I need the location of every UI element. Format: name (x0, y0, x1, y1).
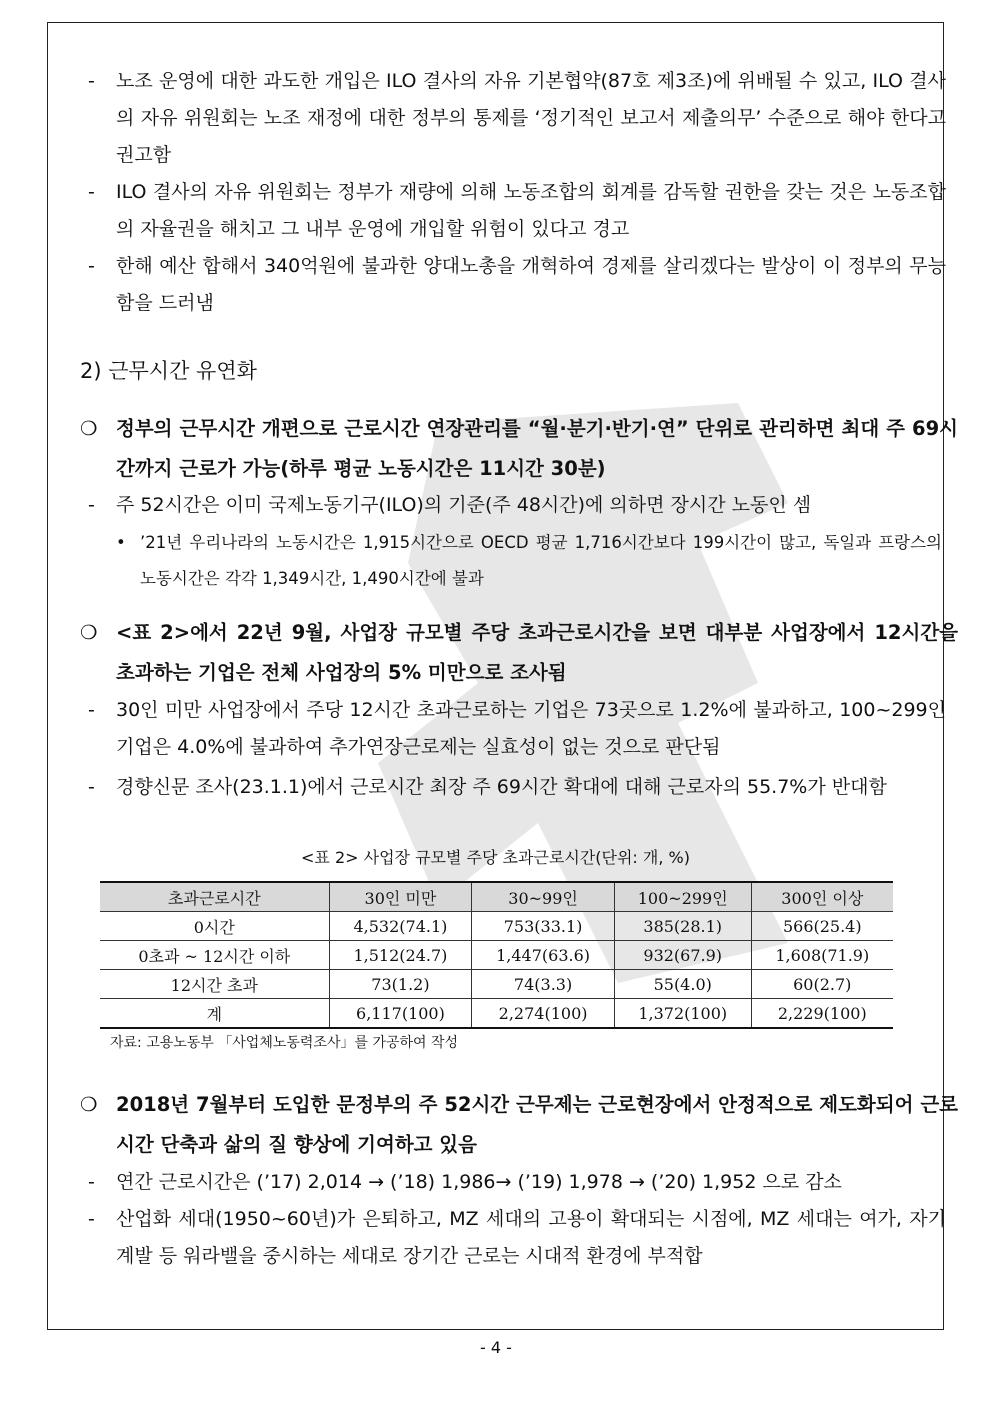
intro-bullet-2: - ILO 결사의 자유 위원회는 정부가 재량에 의해 노동조합의 회계를 감독할 권한을 갖는 것은 노동조합의 자율권을 해치고 그 내부 운영에 개입할 위험이 있다고 경고 (88, 181, 946, 240)
table-row: 0시간 4,532(74.1) 753(33.1) 385(28.1) 566(25.4) (100, 912, 893, 941)
point2-heading: ❍ <표 2>에서 22년 9월, 사업장 규모별 주당 초과근로시간을 보면 대부분 사업장에서 12시간을 초과하는 기업은 전체 사업장의 5% 미만으로 조사됨 (78, 613, 958, 693)
table-source: 자료: 고용노동부 「사업체노동력조사」를 가공하여 작성 (110, 1035, 459, 1051)
page-number: - 4 - (480, 1338, 512, 1357)
point2-dash2: - 경향신문 조사(23.1.1)에서 근로시간 최장 주 69시간 확대에 대해 근로자의 55.7%가 반대함 (88, 776, 887, 798)
page-frame (47, 22, 958, 1330)
table-header-row: 초과근로시간 30인 미만 30~99인 100~299인 300인 이상 (100, 882, 893, 912)
table-caption: <표 2> 사업장 규모별 주당 초과근로시간(단위: 개, %) (301, 848, 690, 867)
point3-heading: ❍ 2018년 7월부터 도입한 문정부의 주 52시간 근무제는 근로현장에서 안정적으로 제도화되어 근로시간 단축과 삶의 질 향상에 기여하고 있음 (78, 1085, 958, 1165)
table-row: 계 6,117(100) 2,274(100) 1,372(100) 2,229(100) (100, 999, 893, 1029)
point2-dash1: - 30인 미만 사업장에서 주당 12시간 초과근로하는 기업은 73곳으로 1.2%에 불과하고, 100~299인 기업은 4.0%에 불과하여 추가연장근로제는 실효성이 없는 것으로 판단됨 (88, 699, 946, 758)
point1-dot: • ’21년 우리나라의 노동시간은 1,915시간으로 OECD 평균 1,716시간보다 199시간이 많고, 독일과 프랑스의 노동시간은 각각 1,349시간, 1,490시간에 불과 (116, 533, 942, 588)
section-title: 2) 근무시간 유연화 (80, 359, 257, 383)
circle-bullet-icon: ❍ (80, 621, 98, 644)
point1-heading: ❍ 정부의 근무시간 개편으로 근로시간 연장관리를 “월·분기·반기·연” 단위로 관리하면 최대 주 69시간까지 근로가 가능(하루 평균 노동시간은 11시간 30분) (78, 409, 958, 489)
intro-bullet-3: - 한해 예산 합해서 340억원에 불과한 양대노총을 개혁하여 경제를 살리겠다는 발상이 이 정부의 무능함을 드러냄 (88, 255, 946, 314)
table-row: 0초과 ~ 12시간 이하 1,512(24.7) 1,447(63.6) 932(67.9) 1,608(71.9) (100, 941, 893, 970)
circle-bullet-icon: ❍ (80, 1093, 98, 1116)
intro-bullet-1: - 노조 운영에 대한 과도한 개입은 ILO 결사의 자유 기본협약(87호 제3조)에 위배될 수 있고, ILO 결사의 자유 위원회는 노조 재정에 대한 정부의 통제를 ‘정기적인 보고서 제출의무’ 수준으로 해야 한다고 권고함 (88, 70, 946, 166)
point3-dash1: - 연간 근로시간은 (’17) 2,014 → (’18) 1,986→ (’19) 1,978 → (’20) 1,952 으로 감소 (88, 1171, 842, 1193)
table-row: 12시간 초과 73(1.2) 74(3.3) 55(4.0) 60(2.7) (100, 970, 893, 999)
point3-dash2: - 산업화 세대(1950~60년)가 은퇴하고, MZ 세대의 고용이 확대되는 시점에, MZ 세대는 여가, 자기계발 등 워라밸을 중시하는 세대로 장기간 근로는 시대적 환경에 부적합 (88, 1208, 946, 1267)
point1-dash: - 주 52시간은 이미 국제노동기구(ILO)의 기준(주 48시간)에 의하면 장시간 노동인 셈 (88, 494, 812, 516)
overtime-table (100, 881, 893, 1029)
circle-bullet-icon: ❍ (80, 417, 98, 440)
